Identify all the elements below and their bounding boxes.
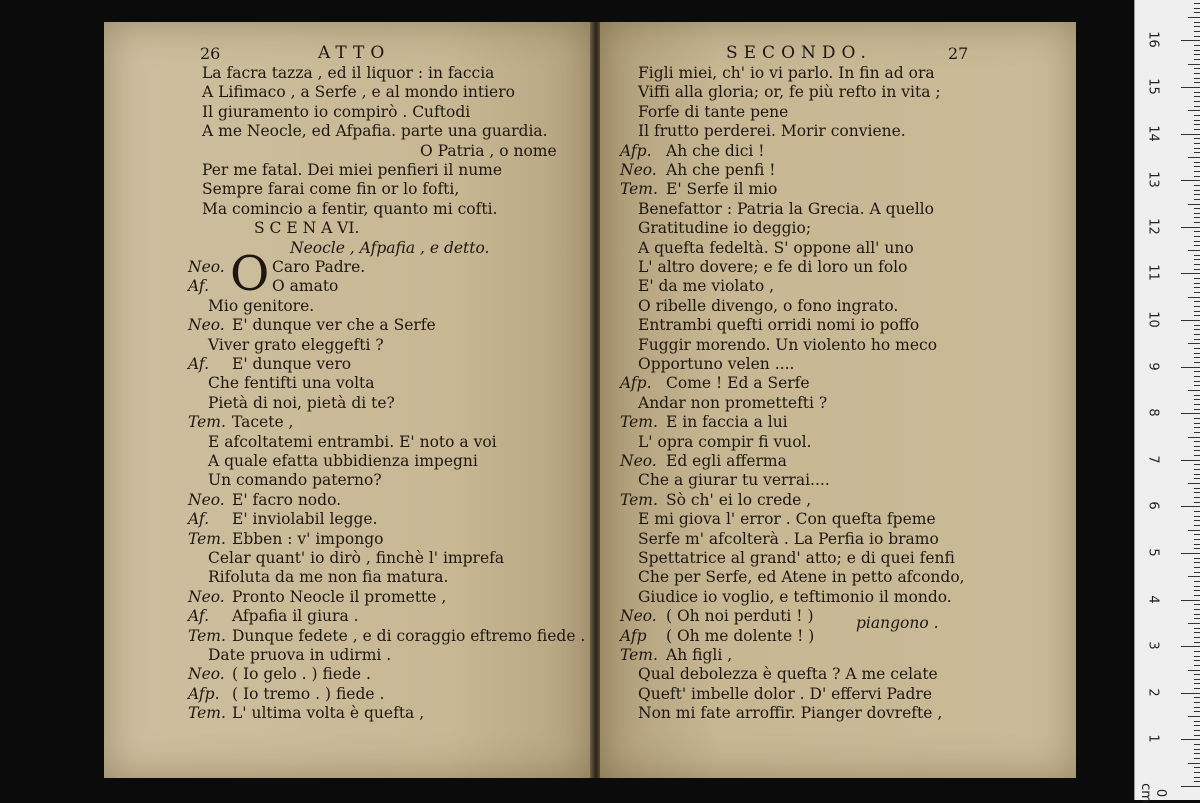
ruler-tick bbox=[1194, 357, 1200, 358]
ruler-tick bbox=[1194, 315, 1200, 316]
ruler-tick bbox=[1194, 208, 1200, 209]
ruler-tick bbox=[1194, 558, 1200, 559]
ruler-tick bbox=[1181, 180, 1200, 181]
left-page bbox=[104, 22, 592, 778]
ruler-tick bbox=[1194, 772, 1200, 773]
ruler-tick bbox=[1188, 110, 1200, 111]
ruler-tick bbox=[1188, 17, 1200, 18]
text-line: La facra tazza , ed il liquor : in faccia bbox=[202, 64, 495, 82]
text-line: Spettatrice al grand' atto; e di quei fenfi bbox=[638, 549, 955, 567]
ruler-tick bbox=[1194, 50, 1200, 51]
ruler-label: 16 bbox=[1145, 31, 1161, 49]
ruler-tick bbox=[1194, 245, 1200, 246]
speaker-label: Neo. bbox=[188, 665, 225, 684]
ruler-tick bbox=[1194, 292, 1200, 293]
ruler-label: 10 bbox=[1145, 311, 1161, 328]
text-line: O amato bbox=[272, 277, 339, 296]
text-line: Non mi fate arroffir. Pianger dovrefte , bbox=[638, 704, 943, 723]
text-line: Ah che dici ! bbox=[666, 141, 765, 160]
ruler-tick bbox=[1194, 353, 1200, 354]
ruler-tick bbox=[1194, 721, 1200, 722]
text-line: Queft' imbelle dolor . D' effervi Padre bbox=[638, 684, 933, 703]
ruler-tick bbox=[1188, 530, 1200, 531]
speaker-label: Neo. bbox=[620, 452, 657, 470]
ruler-tick bbox=[1194, 36, 1200, 37]
ruler-tick bbox=[1194, 283, 1200, 284]
measurement-ruler bbox=[1134, 0, 1200, 803]
ruler-tick bbox=[1194, 129, 1200, 130]
speaker-label: Af. bbox=[188, 510, 210, 529]
left-running-header: ATTO bbox=[318, 43, 391, 63]
ruler-tick bbox=[1188, 297, 1200, 298]
ruler-tick bbox=[1194, 595, 1200, 596]
text-line: Celar quant' io dirò , finchè l' imprefa bbox=[208, 549, 505, 567]
ruler-tick bbox=[1194, 162, 1200, 163]
ruler-tick bbox=[1194, 725, 1200, 726]
ruler-tick bbox=[1181, 739, 1200, 740]
ruler-tick bbox=[1194, 474, 1200, 475]
ruler-tick bbox=[1194, 78, 1200, 79]
ruler-tick bbox=[1194, 423, 1200, 424]
ruler-tick bbox=[1194, 735, 1200, 736]
ruler-tick bbox=[1194, 278, 1200, 279]
ruler-tick bbox=[1194, 642, 1200, 643]
text-line: Sempre farai come fin or lo fofti, bbox=[202, 180, 460, 199]
ruler-tick bbox=[1194, 539, 1200, 540]
ruler-tick bbox=[1194, 446, 1200, 447]
ruler-tick bbox=[1194, 604, 1200, 605]
ruler-tick bbox=[1194, 777, 1200, 778]
ruler-tick bbox=[1194, 656, 1200, 657]
ruler-tick bbox=[1194, 143, 1200, 144]
ruler-label: 15 bbox=[1145, 78, 1161, 95]
ruler-tick bbox=[1194, 618, 1200, 619]
text-line: E mi giova l' error . Con quefta fpeme bbox=[638, 510, 936, 529]
speaker-label: Tem. bbox=[620, 490, 658, 509]
text-line: E' dunque ver che a Serfe bbox=[232, 316, 436, 335]
ruler-tick bbox=[1194, 59, 1200, 60]
ruler-tick bbox=[1194, 548, 1200, 549]
ruler-tick bbox=[1194, 409, 1200, 410]
ruler-tick bbox=[1194, 614, 1200, 615]
text-line: Dunque fedete , e di coraggio eftremo fiede . bbox=[232, 626, 586, 645]
ruler-tick bbox=[1194, 399, 1200, 400]
text-line: E' facro nodo. bbox=[232, 490, 342, 509]
text-line: E in faccia a lui bbox=[666, 413, 788, 432]
ruler-tick bbox=[1194, 702, 1200, 703]
ruler-label: 3 bbox=[1145, 641, 1161, 650]
ruler-tick bbox=[1194, 497, 1200, 498]
text-line: Date pruova in udirmi . bbox=[208, 646, 392, 664]
ruler-tick bbox=[1194, 441, 1200, 442]
ruler-tick bbox=[1188, 157, 1200, 158]
ruler-tick bbox=[1194, 325, 1200, 326]
ruler-tick bbox=[1194, 758, 1200, 759]
ruler-label: 14 bbox=[1145, 124, 1161, 142]
ruler-tick bbox=[1194, 213, 1200, 214]
ruler-tick bbox=[1194, 199, 1200, 200]
text-line: S C E N A VI. bbox=[254, 219, 360, 238]
ruler-tick bbox=[1181, 693, 1200, 694]
ruler-tick bbox=[1188, 716, 1200, 717]
text-line: Tacete , bbox=[232, 413, 294, 432]
text-line: Benefattor : Patria la Grecia. A quello bbox=[638, 199, 934, 218]
ruler-tick bbox=[1188, 250, 1200, 251]
speaker-label: Neo. bbox=[620, 161, 657, 179]
ruler-tick bbox=[1194, 632, 1200, 633]
ruler-tick bbox=[1194, 385, 1200, 386]
ruler-label: 9 bbox=[1145, 361, 1161, 371]
text-line: L' ultima volta è quefta , bbox=[232, 704, 425, 723]
ruler-tick bbox=[1194, 68, 1200, 69]
text-line: E' Serfe il mio bbox=[666, 180, 778, 199]
speaker-label: Tem. bbox=[188, 413, 226, 432]
ruler-tick bbox=[1194, 269, 1200, 270]
ruler-label: 5 bbox=[1145, 548, 1161, 557]
ruler-tick bbox=[1194, 26, 1200, 27]
ruler-tick bbox=[1194, 334, 1200, 335]
text-line: Andar non promettefti ? bbox=[638, 393, 828, 412]
text-line: E' inviolabil legge. bbox=[232, 510, 378, 529]
ruler-tick bbox=[1194, 381, 1200, 382]
ruler-tick bbox=[1194, 264, 1200, 265]
ruler-tick bbox=[1194, 73, 1200, 74]
text-line: Il giuramento io compirò . Cuftodi bbox=[202, 102, 471, 121]
ruler-tick bbox=[1194, 697, 1200, 698]
ruler-label: 6 bbox=[1145, 501, 1161, 511]
ruler-tick bbox=[1194, 348, 1200, 349]
ruler-tick bbox=[1194, 753, 1200, 754]
ruler-tick bbox=[1194, 455, 1200, 456]
ruler-tick bbox=[1194, 3, 1200, 4]
left-page-number: 26 bbox=[200, 44, 221, 63]
ruler-tick bbox=[1194, 120, 1200, 121]
speaker-label: Af. bbox=[188, 607, 210, 626]
ruler-tick bbox=[1194, 306, 1200, 307]
ruler-label: 8 bbox=[1145, 408, 1161, 417]
ruler-tick bbox=[1194, 711, 1200, 712]
drop-capital: O bbox=[230, 246, 270, 302]
ruler-tick bbox=[1194, 469, 1200, 470]
ruler-tick bbox=[1194, 395, 1200, 396]
text-line: ( Io tremo . ) fiede . bbox=[232, 684, 385, 703]
text-line: Che per Serfe, ed Atene in petto afcondo, bbox=[638, 568, 965, 587]
ruler-tick bbox=[1194, 217, 1200, 218]
text-line: O ribelle divengo, o fono ingrato. bbox=[638, 296, 899, 315]
speaker-label: Neo. bbox=[188, 258, 225, 276]
ruler-tick bbox=[1194, 516, 1200, 517]
ruler-tick bbox=[1194, 609, 1200, 610]
text-line: Opportuno velen .... bbox=[638, 355, 795, 373]
ruler-tick bbox=[1188, 483, 1200, 484]
text-line: Come ! Ed a Serfe bbox=[666, 374, 810, 393]
ruler-tick bbox=[1194, 511, 1200, 512]
ruler-tick bbox=[1194, 301, 1200, 302]
ruler-tick bbox=[1194, 637, 1200, 638]
text-line: A Lifimaco , a Serfe , e al mondo intiero bbox=[202, 83, 515, 102]
text-line: Caro Padre. bbox=[272, 258, 366, 276]
ruler-tick bbox=[1194, 376, 1200, 377]
ruler-tick bbox=[1194, 176, 1200, 177]
text-line: A quale efatta ubbidienza impegni bbox=[208, 452, 478, 470]
speaker-label: Neo. bbox=[188, 587, 225, 606]
ruler-tick bbox=[1194, 166, 1200, 167]
ruler-label: 11 bbox=[1145, 264, 1161, 282]
text-line: Giudice io voglio, e teftimonio il mondo. bbox=[638, 587, 952, 606]
ruler-tick bbox=[1194, 31, 1200, 32]
text-line: L' opra compir fi vuol. bbox=[638, 432, 812, 451]
speaker-label: Afp. bbox=[620, 141, 652, 160]
ruler-tick bbox=[1188, 343, 1200, 344]
text-line: L' altro dovere; e fe di loro un folo bbox=[638, 258, 908, 276]
ruler-tick bbox=[1194, 236, 1200, 237]
ruler-tick bbox=[1194, 502, 1200, 503]
ruler-tick bbox=[1194, 22, 1200, 23]
ruler-tick bbox=[1194, 12, 1200, 13]
ruler-tick bbox=[1194, 138, 1200, 139]
speaker-label: Tem. bbox=[620, 413, 658, 432]
ruler-tick bbox=[1194, 567, 1200, 568]
speaker-label: Af. bbox=[188, 355, 210, 373]
ruler-tick bbox=[1188, 623, 1200, 624]
speaker-label: Tem. bbox=[188, 704, 226, 723]
text-line: Afpafia il giura . bbox=[232, 607, 359, 626]
ruler-tick bbox=[1194, 54, 1200, 55]
ruler-tick bbox=[1194, 488, 1200, 489]
text-line: Rifoluta da me non fia matura. bbox=[208, 568, 449, 587]
text-line: Ma comincio a fentir, quanto mi cofti. bbox=[202, 199, 498, 218]
ruler-tick bbox=[1188, 670, 1200, 671]
speaker-label: Tem. bbox=[188, 529, 226, 548]
ruler-label: 2 bbox=[1145, 688, 1161, 697]
ruler-tick bbox=[1181, 134, 1200, 135]
ruler-tick bbox=[1194, 660, 1200, 661]
ruler-tick bbox=[1194, 525, 1200, 526]
text-line: Sò ch' ei lo crede , bbox=[666, 490, 812, 509]
ruler-tick bbox=[1181, 87, 1200, 88]
ruler-tick bbox=[1194, 478, 1200, 479]
ruler-tick bbox=[1181, 600, 1200, 601]
stage-direction-piangono: piangono . bbox=[856, 614, 939, 632]
ruler-tick bbox=[1181, 786, 1200, 787]
ruler-tick bbox=[1194, 427, 1200, 428]
text-line: Pronto Neocle il promette , bbox=[232, 587, 447, 606]
text-line: Fuggir morendo. Un violento ho meco bbox=[638, 335, 938, 354]
speaker-label: Afp. bbox=[188, 684, 220, 703]
ruler-tick bbox=[1194, 362, 1200, 363]
ruler-tick bbox=[1181, 273, 1200, 274]
ruler-tick bbox=[1194, 586, 1200, 587]
text-line: Serfe m' afcolterà . La Perfia io bramo bbox=[638, 529, 939, 548]
ruler-tick bbox=[1194, 287, 1200, 288]
text-line: Viver grato eleggefti ? bbox=[208, 335, 384, 354]
ruler-tick bbox=[1194, 628, 1200, 629]
speaker-label: Neo. bbox=[620, 607, 657, 626]
ruler-tick bbox=[1194, 371, 1200, 372]
text-line: E' da me violato , bbox=[638, 277, 775, 296]
text-line: E afcoltatemi entrambi. E' noto a voi bbox=[208, 432, 497, 451]
ruler-tick bbox=[1181, 40, 1200, 41]
speaker-label: Afp. bbox=[620, 374, 652, 393]
ruler-tick bbox=[1194, 492, 1200, 493]
ruler-tick bbox=[1194, 185, 1200, 186]
text-line: Entrambi quefti orridi nomi io poffo bbox=[638, 316, 920, 335]
ruler-tick bbox=[1194, 115, 1200, 116]
ruler-tick bbox=[1194, 744, 1200, 745]
ruler-tick bbox=[1194, 152, 1200, 153]
ruler-tick bbox=[1194, 730, 1200, 731]
ruler-tick bbox=[1194, 255, 1200, 256]
ruler-tick bbox=[1194, 171, 1200, 172]
ruler-tick bbox=[1188, 390, 1200, 391]
ruler-tick bbox=[1194, 450, 1200, 451]
ruler-tick bbox=[1194, 688, 1200, 689]
text-line: Per me fatal. Dei miei penfieri il nume bbox=[202, 161, 503, 179]
ruler-tick bbox=[1181, 227, 1200, 228]
ruler-tick bbox=[1188, 64, 1200, 65]
text-line: Forfe di tante pene bbox=[638, 102, 789, 121]
right-page-number: 27 bbox=[948, 44, 969, 63]
speaker-label: Neo. bbox=[188, 316, 225, 335]
ruler-tick bbox=[1194, 432, 1200, 433]
text-line: ( Oh noi perduti ! ) bbox=[666, 607, 814, 626]
ruler-label: 0 cm bbox=[1138, 783, 1168, 803]
ruler-tick bbox=[1194, 674, 1200, 675]
speaker-label: Tem. bbox=[188, 626, 226, 645]
ruler-tick bbox=[1188, 763, 1200, 764]
ruler-tick bbox=[1194, 259, 1200, 260]
speaker-label: Neo. bbox=[188, 490, 225, 509]
ruler-tick bbox=[1194, 464, 1200, 465]
speaker-label: Afp bbox=[620, 626, 647, 645]
ruler-tick bbox=[1194, 148, 1200, 149]
text-line: Figli miei, ch' io vi parlo. In fin ad ora bbox=[638, 64, 935, 82]
ruler-tick bbox=[1181, 460, 1200, 461]
ruler-tick bbox=[1194, 767, 1200, 768]
ruler-tick bbox=[1194, 92, 1200, 93]
ruler-tick bbox=[1194, 418, 1200, 419]
ruler-tick bbox=[1194, 562, 1200, 563]
ruler-tick bbox=[1181, 506, 1200, 507]
ruler-tick bbox=[1194, 124, 1200, 125]
text-line: O Patria , o nome bbox=[420, 141, 557, 160]
text-line: Che fentifti una volta bbox=[208, 374, 375, 393]
text-line: E' dunque vero bbox=[232, 355, 352, 373]
text-line: Ah che penfi ! bbox=[666, 161, 776, 179]
speaker-label: Tem. bbox=[620, 180, 658, 199]
ruler-tick bbox=[1194, 520, 1200, 521]
ruler-tick bbox=[1194, 194, 1200, 195]
text-line: Neocle , Afpafia , e detto. bbox=[290, 238, 490, 257]
ruler-label: 12 bbox=[1145, 218, 1161, 235]
ruler-tick bbox=[1194, 190, 1200, 191]
ruler-tick bbox=[1181, 367, 1200, 368]
ruler-tick bbox=[1194, 781, 1200, 782]
ruler-tick bbox=[1181, 553, 1200, 554]
text-line: Ed egli afferma bbox=[666, 452, 787, 470]
ruler-tick bbox=[1194, 683, 1200, 684]
ruler-label: 1 bbox=[1145, 734, 1161, 744]
text-line: Pietà di noi, pietà di te? bbox=[208, 393, 395, 412]
ruler-tick bbox=[1194, 45, 1200, 46]
text-line: Un comando paterno? bbox=[208, 471, 382, 490]
ruler-tick bbox=[1194, 581, 1200, 582]
ruler-tick bbox=[1194, 241, 1200, 242]
right-page bbox=[600, 22, 1076, 778]
speaker-label: Tem. bbox=[620, 646, 658, 664]
ruler-tick bbox=[1194, 101, 1200, 102]
ruler-tick bbox=[1194, 534, 1200, 535]
text-line: ( Io gelo . ) fiede . bbox=[232, 665, 371, 684]
ruler-tick bbox=[1194, 665, 1200, 666]
ruler-tick bbox=[1194, 106, 1200, 107]
ruler-tick bbox=[1188, 204, 1200, 205]
ruler-tick bbox=[1194, 339, 1200, 340]
ruler-tick bbox=[1194, 544, 1200, 545]
ruler-label: 4 bbox=[1145, 594, 1161, 604]
text-line: Che a giurar tu verrai.... bbox=[638, 471, 830, 490]
ruler-tick bbox=[1188, 437, 1200, 438]
text-line: A me Neocle, ed Afpafia. parte una guardia. bbox=[202, 122, 548, 141]
text-line: Ah figli , bbox=[666, 646, 733, 664]
ruler-tick bbox=[1194, 82, 1200, 83]
text-line: Viffi alla gloria; or, fe più refto in vita ; bbox=[638, 83, 941, 102]
ruler-tick bbox=[1181, 413, 1200, 414]
text-line: Ebben : v' impongo bbox=[232, 529, 384, 548]
text-line: Qual debolezza è quefta ? A me celate bbox=[638, 665, 938, 684]
ruler-tick bbox=[1194, 404, 1200, 405]
ruler-tick bbox=[1188, 576, 1200, 577]
ruler-label: 7 bbox=[1145, 455, 1161, 464]
ruler-tick bbox=[1194, 231, 1200, 232]
text-line: ( Oh me dolente ! ) bbox=[666, 626, 815, 645]
text-line: Gratitudine io deggio; bbox=[638, 219, 812, 238]
ruler-tick bbox=[1194, 651, 1200, 652]
text-line: Mio genitore. bbox=[208, 296, 315, 315]
ruler-tick bbox=[1194, 679, 1200, 680]
ruler-tick bbox=[1181, 320, 1200, 321]
text-line: Il frutto perderei. Morir conviene. bbox=[638, 122, 906, 141]
ruler-tick bbox=[1181, 646, 1200, 647]
ruler-tick bbox=[1194, 590, 1200, 591]
text-line: A quefta fedeltà. S' oppone all' uno bbox=[638, 238, 914, 257]
ruler-tick bbox=[1194, 8, 1200, 9]
ruler-tick bbox=[1194, 311, 1200, 312]
speaker-label: Af. bbox=[188, 277, 210, 296]
ruler-tick bbox=[1194, 222, 1200, 223]
ruler-label: 13 bbox=[1145, 171, 1161, 188]
right-running-header: SECONDO. bbox=[726, 43, 872, 63]
ruler-tick bbox=[1194, 749, 1200, 750]
ruler-tick bbox=[1194, 96, 1200, 97]
ruler-tick bbox=[1194, 707, 1200, 708]
ruler-tick bbox=[1194, 572, 1200, 573]
ruler-tick bbox=[1194, 329, 1200, 330]
